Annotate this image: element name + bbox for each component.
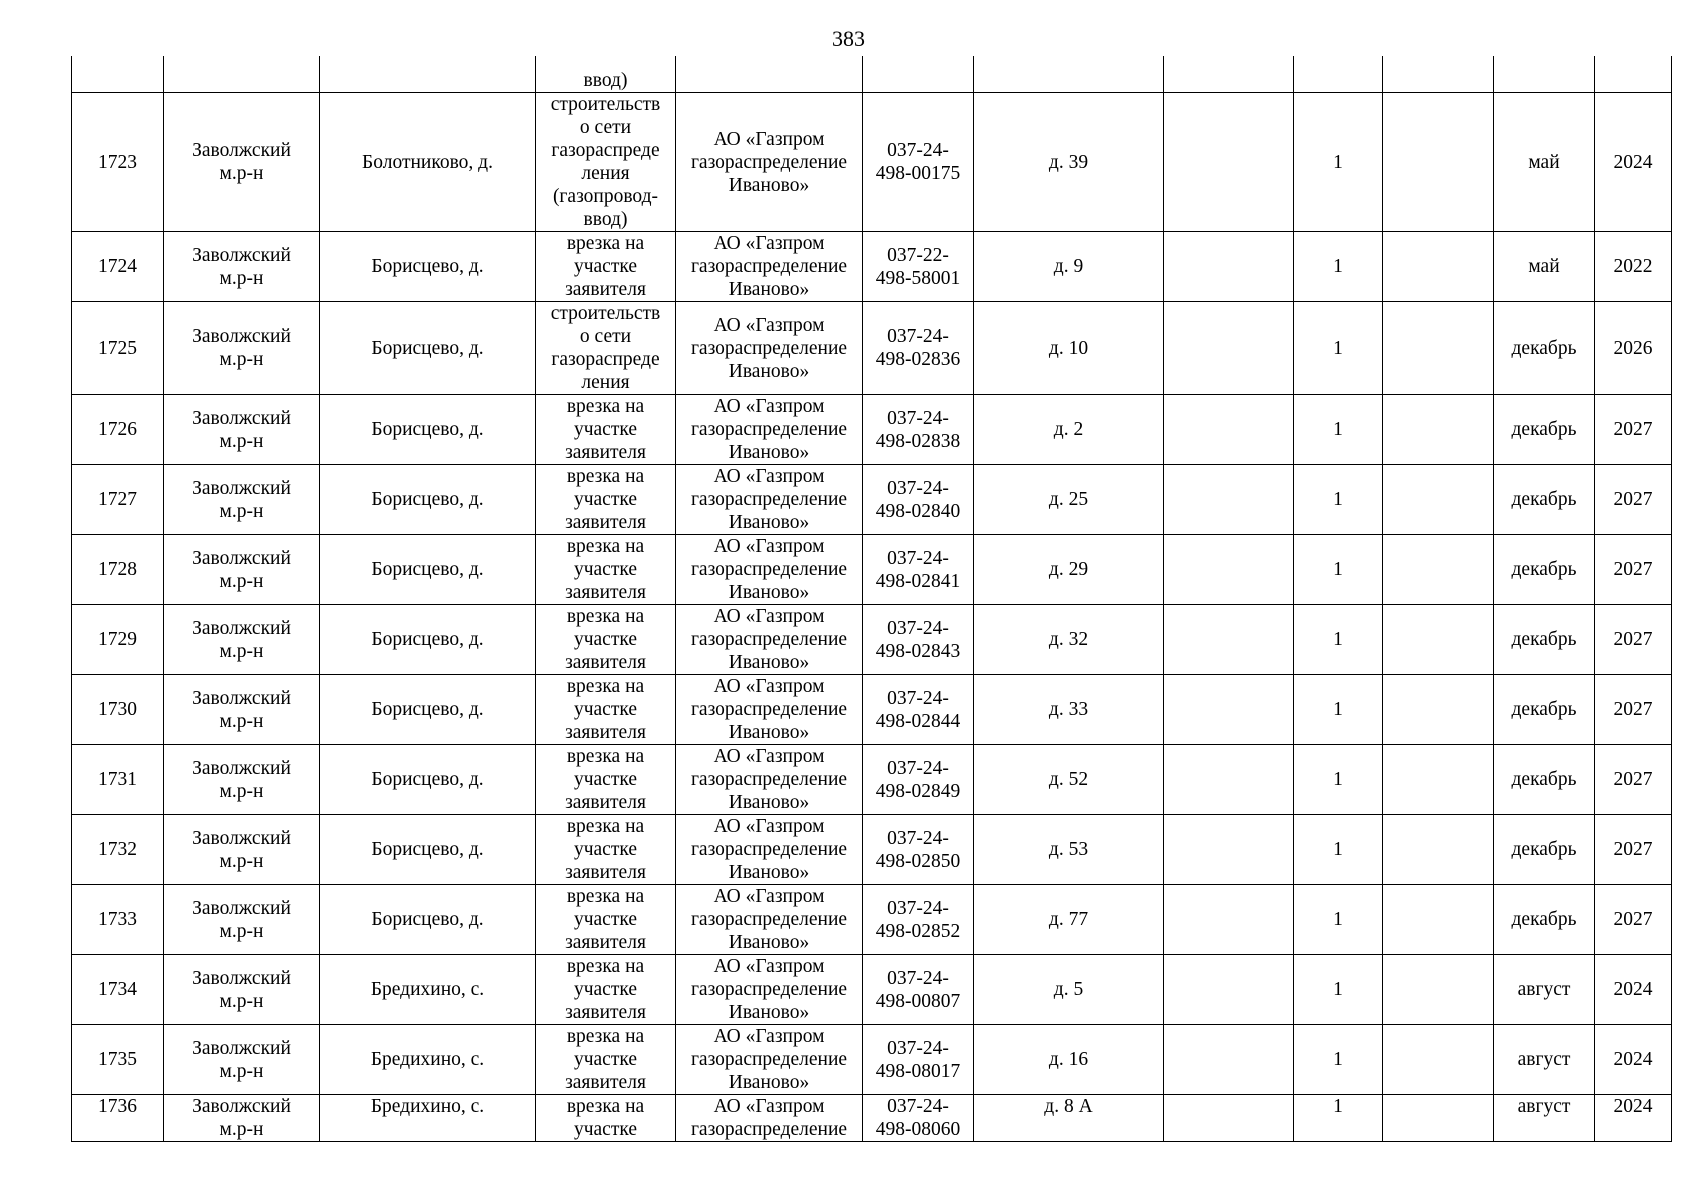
cell-work-type: врезка на участке заявителя xyxy=(536,745,676,815)
cell-reserved-column-2 xyxy=(1383,535,1494,605)
cell-year: 2024 xyxy=(1595,955,1672,1025)
cell-reserved-column xyxy=(1164,885,1294,955)
cell-work-type: строительств о сети газораспреде ления (газопровод- ввод) xyxy=(536,93,676,232)
cell-locality: Бредихино, с. xyxy=(320,1025,536,1095)
cell-quantity: 1 xyxy=(1294,675,1383,745)
cell-quantity: 1 xyxy=(1294,1095,1383,1142)
cell-month xyxy=(1494,56,1595,93)
cell-organization: АО «Газпром газораспределение Иваново» xyxy=(676,395,863,465)
table-row xyxy=(72,675,1672,745)
cell-locality: Бредихино, с. xyxy=(320,955,536,1025)
cell-house-number: д. 8 А xyxy=(974,1095,1164,1142)
cell-quantity: 1 xyxy=(1294,232,1383,302)
cell-row-number: 1734 xyxy=(72,955,164,1025)
cell-locality: Борисцево, д. xyxy=(320,605,536,675)
cell-house-number: д. 9 xyxy=(974,232,1164,302)
cell-reserved-column-2 xyxy=(1383,1025,1494,1095)
cell-row-number: 1723 xyxy=(72,93,164,232)
cell-month: декабрь xyxy=(1494,745,1595,815)
cell-reserved-column-2 xyxy=(1383,1095,1494,1142)
cell-house-number: д. 5 xyxy=(974,955,1164,1025)
table-row xyxy=(72,232,1672,302)
cell-application-number: 037-24- 498-02852 xyxy=(863,885,974,955)
cell-organization: АО «Газпром газораспределение Иваново» xyxy=(676,232,863,302)
cell-house-number: д. 25 xyxy=(974,465,1164,535)
cell-organization: АО «Газпром газораспределение Иваново» xyxy=(676,675,863,745)
cell-row-number: 1724 xyxy=(72,232,164,302)
cell-reserved-column-2 xyxy=(1383,93,1494,232)
cell-locality: Бредихино, с. xyxy=(320,1095,536,1142)
cell-house-number: д. 52 xyxy=(974,745,1164,815)
cell-year: 2024 xyxy=(1595,93,1672,232)
cell-reserved-column xyxy=(1164,56,1294,93)
cell-application-number: 037-24- 498-02836 xyxy=(863,302,974,395)
cell-organization: АО «Газпром газораспределение Иваново» xyxy=(676,93,863,232)
cell-year: 2027 xyxy=(1595,535,1672,605)
cell-application-number: 037-24- 498-02849 xyxy=(863,745,974,815)
cell-month: май xyxy=(1494,232,1595,302)
cell-district: Заволжский м.р-н xyxy=(164,815,320,885)
table-row xyxy=(72,395,1672,465)
cell-organization: АО «Газпром газораспределение Иваново» xyxy=(676,815,863,885)
cell-reserved-column xyxy=(1164,675,1294,745)
cell-district: Заволжский м.р-н xyxy=(164,395,320,465)
cell-reserved-column-2 xyxy=(1383,302,1494,395)
cell-district: Заволжский м.р-н xyxy=(164,232,320,302)
table-row xyxy=(72,465,1672,535)
cell-district: Заволжский м.р-н xyxy=(164,885,320,955)
cell-locality: Борисцево, д. xyxy=(320,232,536,302)
table-row xyxy=(72,815,1672,885)
cell-row-number: 1725 xyxy=(72,302,164,395)
cell-row-number: 1735 xyxy=(72,1025,164,1095)
cell-month: декабрь xyxy=(1494,675,1595,745)
cell-district: Заволжский м.р-н xyxy=(164,93,320,232)
cell-organization: АО «Газпром газораспределение Иваново» xyxy=(676,745,863,815)
table-row xyxy=(72,535,1672,605)
cell-reserved-column xyxy=(1164,1025,1294,1095)
cell-reserved-column-2 xyxy=(1383,465,1494,535)
cell-quantity: 1 xyxy=(1294,395,1383,465)
cell-locality xyxy=(320,56,536,93)
cell-work-type: врезка на участке заявителя xyxy=(536,955,676,1025)
cell-locality: Борисцево, д. xyxy=(320,885,536,955)
cell-year: 2027 xyxy=(1595,745,1672,815)
cell-month: декабрь xyxy=(1494,465,1595,535)
cell-locality: Борисцево, д. xyxy=(320,302,536,395)
table-row xyxy=(72,745,1672,815)
cell-month: декабрь xyxy=(1494,815,1595,885)
cell-reserved-column xyxy=(1164,815,1294,885)
cell-reserved-column-2 xyxy=(1383,605,1494,675)
cell-organization: АО «Газпром газораспределение Иваново» xyxy=(676,1025,863,1095)
cell-year: 2027 xyxy=(1595,605,1672,675)
cell-house-number: д. 2 xyxy=(974,395,1164,465)
cell-locality: Борисцево, д. xyxy=(320,815,536,885)
cell-organization: АО «Газпром газораспределение Иваново» xyxy=(676,885,863,955)
cell-row-number xyxy=(72,56,164,93)
cell-organization: АО «Газпром газораспределение Иваново» xyxy=(676,302,863,395)
cell-organization: АО «Газпром газораспределение Иваново» xyxy=(676,605,863,675)
cell-year: 2027 xyxy=(1595,885,1672,955)
cell-organization: АО «Газпром газораспределение Иваново» xyxy=(676,535,863,605)
cell-application-number: 037-24- 498-00807 xyxy=(863,955,974,1025)
cell-quantity: 1 xyxy=(1294,1025,1383,1095)
cell-month: май xyxy=(1494,93,1595,232)
cell-month: декабрь xyxy=(1494,535,1595,605)
cell-year: 2027 xyxy=(1595,395,1672,465)
cell-reserved-column-2 xyxy=(1383,56,1494,93)
cell-year: 2027 xyxy=(1595,465,1672,535)
cell-reserved-column xyxy=(1164,302,1294,395)
cell-month: август xyxy=(1494,1095,1595,1142)
cell-house-number: д. 53 xyxy=(974,815,1164,885)
cell-house-number: д. 10 xyxy=(974,302,1164,395)
cell-organization: АО «Газпром газораспределение Иваново» xyxy=(676,465,863,535)
cell-work-type: врезка на участке заявителя xyxy=(536,885,676,955)
cell-quantity: 1 xyxy=(1294,302,1383,395)
cell-application-number: 037-24- 498-08060 xyxy=(863,1095,974,1142)
cell-work-type: строительств о сети газораспреде ления xyxy=(536,302,676,395)
cell-application-number: 037-24- 498-00175 xyxy=(863,93,974,232)
cell-quantity: 1 xyxy=(1294,535,1383,605)
table-row xyxy=(72,302,1672,395)
cell-month: август xyxy=(1494,955,1595,1025)
cell-district: Заволжский м.р-н xyxy=(164,745,320,815)
cell-reserved-column xyxy=(1164,745,1294,815)
cell-reserved-column xyxy=(1164,465,1294,535)
table-row xyxy=(72,955,1672,1025)
cell-year: 2027 xyxy=(1595,675,1672,745)
cell-reserved-column xyxy=(1164,1095,1294,1142)
cell-year: 2024 xyxy=(1595,1025,1672,1095)
cell-reserved-column xyxy=(1164,955,1294,1025)
cell-reserved-column-2 xyxy=(1383,675,1494,745)
cell-reserved-column xyxy=(1164,93,1294,232)
cell-application-number: 037-24- 498-02850 xyxy=(863,815,974,885)
cell-application-number: 037-24- 498-08017 xyxy=(863,1025,974,1095)
cell-locality: Болотниково, д. xyxy=(320,93,536,232)
cell-month: декабрь xyxy=(1494,885,1595,955)
cell-application-number: 037-22- 498-58001 xyxy=(863,232,974,302)
cell-quantity: 1 xyxy=(1294,93,1383,232)
cell-year: 2026 xyxy=(1595,302,1672,395)
cell-reserved-column xyxy=(1164,605,1294,675)
cell-row-number: 1730 xyxy=(72,675,164,745)
cell-month: декабрь xyxy=(1494,605,1595,675)
cell-house-number: д. 32 xyxy=(974,605,1164,675)
cell-reserved-column xyxy=(1164,535,1294,605)
cell-district: Заволжский м.р-н xyxy=(164,302,320,395)
cell-month: декабрь xyxy=(1494,302,1595,395)
cell-house-number: д. 33 xyxy=(974,675,1164,745)
cell-application-number: 037-24- 498-02841 xyxy=(863,535,974,605)
cell-organization xyxy=(676,56,863,93)
cell-month: декабрь xyxy=(1494,395,1595,465)
cell-district: Заволжский м.р-н xyxy=(164,675,320,745)
cell-locality: Борисцево, д. xyxy=(320,745,536,815)
cell-reserved-column-2 xyxy=(1383,955,1494,1025)
cell-work-type: врезка на участке xyxy=(536,1095,676,1142)
cell-row-number: 1736 xyxy=(72,1095,164,1142)
cell-month: август xyxy=(1494,1025,1595,1095)
cell-application-number xyxy=(863,56,974,93)
cell-work-type: врезка на участке заявителя xyxy=(536,1025,676,1095)
cell-application-number: 037-24- 498-02838 xyxy=(863,395,974,465)
cell-work-type: врезка на участке заявителя xyxy=(536,232,676,302)
cell-application-number: 037-24- 498-02844 xyxy=(863,675,974,745)
cell-row-number: 1726 xyxy=(72,395,164,465)
cell-house-number xyxy=(974,56,1164,93)
cell-application-number: 037-24- 498-02843 xyxy=(863,605,974,675)
cell-reserved-column-2 xyxy=(1383,745,1494,815)
cell-house-number: д. 77 xyxy=(974,885,1164,955)
cell-locality: Борисцево, д. xyxy=(320,675,536,745)
page-number: 383 xyxy=(832,26,865,51)
cell-work-type: ввод) xyxy=(536,56,676,93)
cell-district: Заволжский м.р-н xyxy=(164,535,320,605)
table-row-continued xyxy=(72,56,1672,93)
cell-reserved-column xyxy=(1164,395,1294,465)
cell-locality: Борисцево, д. xyxy=(320,395,536,465)
cell-row-number: 1731 xyxy=(72,745,164,815)
cell-organization: АО «Газпром газораспределение xyxy=(676,1095,863,1142)
cell-year xyxy=(1595,56,1672,93)
cell-reserved-column-2 xyxy=(1383,395,1494,465)
data-table xyxy=(71,56,1672,1142)
cell-district: Заволжский м.р-н xyxy=(164,465,320,535)
cell-row-number: 1727 xyxy=(72,465,164,535)
cell-quantity: 1 xyxy=(1294,605,1383,675)
cell-district: Заволжский м.р-н xyxy=(164,1095,320,1142)
cell-row-number: 1733 xyxy=(72,885,164,955)
table-row xyxy=(72,885,1672,955)
cell-organization: АО «Газпром газораспределение Иваново» xyxy=(676,955,863,1025)
cell-work-type: врезка на участке заявителя xyxy=(536,395,676,465)
cell-district: Заволжский м.р-н xyxy=(164,605,320,675)
cell-work-type: врезка на участке заявителя xyxy=(536,465,676,535)
cell-row-number: 1732 xyxy=(72,815,164,885)
cell-district xyxy=(164,56,320,93)
table-row xyxy=(72,605,1672,675)
cell-locality: Борисцево, д. xyxy=(320,465,536,535)
cell-reserved-column-2 xyxy=(1383,815,1494,885)
cell-reserved-column-2 xyxy=(1383,232,1494,302)
table-row xyxy=(72,1025,1672,1095)
cell-house-number: д. 39 xyxy=(974,93,1164,232)
table-row xyxy=(72,1095,1672,1142)
cell-quantity: 1 xyxy=(1294,465,1383,535)
cell-house-number: д. 29 xyxy=(974,535,1164,605)
cell-locality: Борисцево, д. xyxy=(320,535,536,605)
cell-house-number: д. 16 xyxy=(974,1025,1164,1095)
table-row xyxy=(72,93,1672,232)
cell-district: Заволжский м.р-н xyxy=(164,1025,320,1095)
cell-row-number: 1729 xyxy=(72,605,164,675)
cell-work-type: врезка на участке заявителя xyxy=(536,605,676,675)
cell-quantity xyxy=(1294,56,1383,93)
cell-work-type: врезка на участке заявителя xyxy=(536,535,676,605)
cell-quantity: 1 xyxy=(1294,745,1383,815)
cell-quantity: 1 xyxy=(1294,885,1383,955)
cell-quantity: 1 xyxy=(1294,815,1383,885)
cell-year: 2022 xyxy=(1595,232,1672,302)
cell-reserved-column-2 xyxy=(1383,885,1494,955)
cell-district: Заволжский м.р-н xyxy=(164,955,320,1025)
cell-year: 2024 xyxy=(1595,1095,1672,1142)
cell-quantity: 1 xyxy=(1294,955,1383,1025)
table-body xyxy=(72,56,1672,1142)
cell-work-type: врезка на участке заявителя xyxy=(536,815,676,885)
cell-application-number: 037-24- 498-02840 xyxy=(863,465,974,535)
cell-year: 2027 xyxy=(1595,815,1672,885)
cell-row-number: 1728 xyxy=(72,535,164,605)
cell-work-type: врезка на участке заявителя xyxy=(536,675,676,745)
cell-reserved-column xyxy=(1164,232,1294,302)
